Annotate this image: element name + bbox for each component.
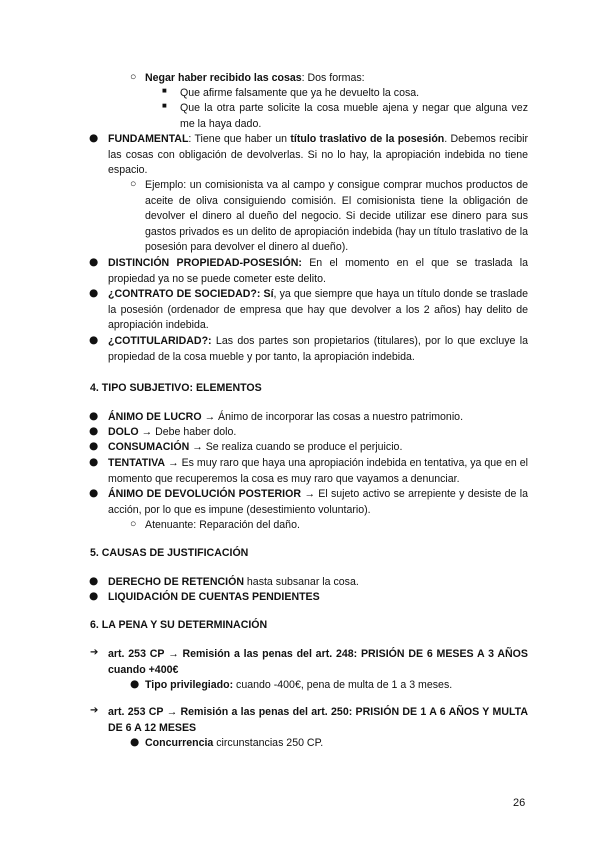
page-number: 26 <box>513 797 526 809</box>
item-art-248 <box>108 647 528 678</box>
item-bold: ¿COTITULARIDAD?: <box>108 335 212 347</box>
item-bold: ÁNIMO DE DEVOLUCIÓN POSTERIOR <box>108 488 302 500</box>
item-liquidacion <box>108 590 528 606</box>
arrow-bullet-icon: ➔ <box>90 647 99 658</box>
item-bold: DERECHO DE RETENCIÓN <box>108 576 244 588</box>
item-bold: art. 253 CP → Remisión a las penas del art. 248: PRISIÓN DE 6 MESES A 3 AÑOS cuando +400€ <box>108 648 528 676</box>
item-bold: DOLO <box>108 426 139 438</box>
square-bullet: ■ <box>162 101 167 110</box>
item-retencion <box>108 575 528 591</box>
item-text: Las dos partes son propietarios (titulares), por lo que excluye la propiedad de la cosa mueble y por tanto, la apropiación indebida. <box>108 335 528 363</box>
item-text: hasta subsanar la cosa. <box>243 576 359 588</box>
item-negar-a <box>180 86 528 102</box>
hollow-bullet: ○ <box>130 518 137 530</box>
item-text: Ejemplo: un comisionista va al campo y consigue comprar muchos productos de aceite de oliva consiguiendo comisión. El comisionista tiene la obligación de devolver el dinero al dueño del negocio. Si decide utilizar ese dinero para sus gastos privados es un delito de apropiación indebida (hay un título traslativo de la posesión para devolver el dinero al dueño). <box>145 179 528 254</box>
item-text: → Ánimo de incorporar las cosas a nuestro patrimonio. <box>201 411 464 423</box>
item-text: → Debe haber dolo. <box>138 426 237 438</box>
bullet: ● <box>89 132 99 144</box>
section-heading-5: 5. CAUSAS DE JUSTIFICACIÓN <box>90 547 249 559</box>
item-bold: art. 253 CP → Remisión a las penas del art. 250: PRISIÓN DE 1 A 6 AÑOS Y MULTA DE 6 A 12 MESES <box>108 706 528 734</box>
item-negar-b <box>180 101 528 132</box>
square-bullet: ■ <box>162 86 167 95</box>
item-text: Que la otra parte solicite la cosa mueble ajena y negar que alguna vez me la haya dado. <box>180 102 528 130</box>
bullet: ● <box>89 487 99 499</box>
item-text: Atenuante: Reparación del daño. <box>145 519 300 531</box>
item-negar <box>145 71 530 87</box>
item-bold: Concurrencia <box>145 737 214 749</box>
item-consumacion <box>108 440 528 456</box>
item-text: Que afirme falsamente que ya he devuelto la cosa. <box>180 87 420 99</box>
item-text: → Se realiza cuando se produce el perjuicio. <box>189 441 403 453</box>
bullet: ● <box>89 590 99 602</box>
item-dolo <box>108 425 528 441</box>
item-bold: Negar haber recibido las cosas <box>145 72 302 84</box>
bullet: ● <box>89 425 99 437</box>
bullet: ● <box>89 287 99 299</box>
item-text: . Debemos recibir las cosas con obligación de devolverlas. Si no lo hay, la apropiación indebida no tiene espacio. <box>108 133 528 177</box>
item-privilegiado <box>145 678 528 694</box>
bullet: ● <box>130 736 140 748</box>
hollow-bullet: ○ <box>130 71 137 83</box>
item-atenuante <box>145 518 528 534</box>
item-text: En el momento en el que se traslada la propiedad ya no se puede cometer este delito. <box>108 257 529 285</box>
item-ejemplo <box>145 178 528 256</box>
item-bold: título traslativo de la posesión <box>290 133 445 145</box>
item-text: → Es muy raro que haya una apropiación indebida en tentativa, ya que en el momento que recuperemos la cosa es muy raro que vayamos a denunciar. <box>108 457 528 485</box>
item-bold: Tipo privilegiado: <box>145 679 234 691</box>
item-concurrencia <box>145 736 528 752</box>
hollow-bullet: ○ <box>130 178 137 190</box>
item-cotitularidad <box>108 334 528 365</box>
item-bold: FUNDAMENTAL <box>108 133 189 145</box>
bullet: ● <box>89 456 99 468</box>
item-fundamental <box>108 132 528 179</box>
section-heading-6: 6. LA PENA Y SU DETERMINACIÓN <box>90 619 268 631</box>
item-distincion <box>108 256 528 287</box>
item-art-250 <box>108 705 528 736</box>
bullet: ● <box>89 440 99 452</box>
bullet: ● <box>89 256 99 268</box>
item-text: , ya que siempre que haya un título donde se traslade la posesión (ordenador de empresa que hay que devolver a los 2 años) hay delito de apropiación indebida. <box>108 288 528 332</box>
item-text: cuando -400€, pena de multa de 1 a 3 meses. <box>233 679 453 691</box>
item-bold: ¿CONTRATO DE SOCIEDAD?: Sí <box>108 288 274 300</box>
item-bold: LIQUIDACIÓN DE CUENTAS PENDIENTES <box>108 591 320 603</box>
item-bold: DISTINCIÓN PROPIEDAD-POSESIÓN: <box>108 257 302 269</box>
bullet: ● <box>89 334 99 346</box>
item-bold: ÁNIMO DE LUCRO <box>108 411 202 423</box>
item-lucro <box>108 410 528 426</box>
arrow-bullet-icon: ➔ <box>90 705 99 716</box>
item-text: → El sujeto activo se arrepiente y desiste de la acción, por lo que es impune (desestimiento voluntario). <box>108 488 528 516</box>
item-bold: CONSUMACIÓN <box>108 441 190 453</box>
item-devolucion <box>108 487 528 518</box>
item-bold: TENTATIVA <box>108 457 166 469</box>
item-text: circunstancias 250 CP. <box>213 737 324 749</box>
bullet: ● <box>89 575 99 587</box>
item-tentativa <box>108 456 528 487</box>
item-text: : Tiene que haber un <box>188 133 291 145</box>
section-heading-4: 4. TIPO SUBJETIVO: ELEMENTOS <box>90 382 262 394</box>
bullet: ● <box>89 410 99 422</box>
item-text: : Dos formas: <box>301 72 365 84</box>
item-contrato <box>108 287 528 334</box>
bullet: ● <box>130 678 140 690</box>
